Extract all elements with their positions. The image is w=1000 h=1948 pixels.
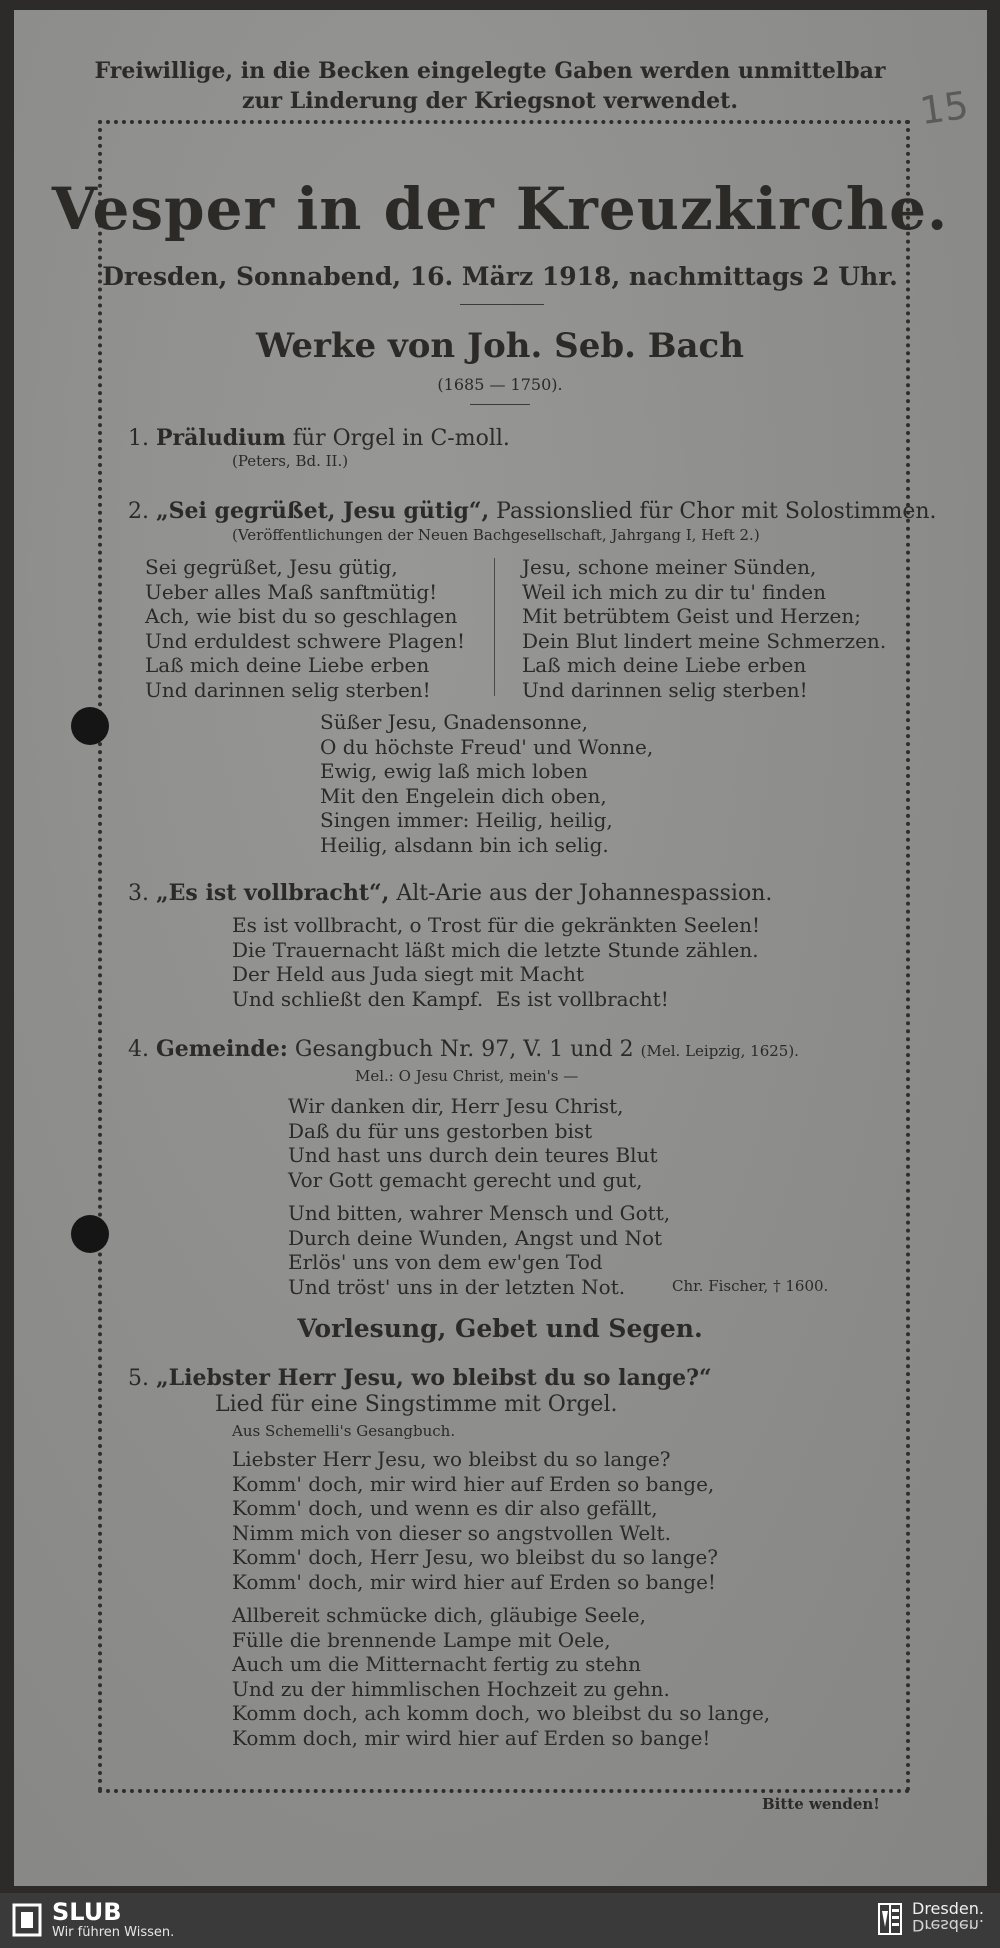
library-tagline: Wir führen Wissen. bbox=[52, 1925, 175, 1940]
city-logo-text[interactable] bbox=[912, 1901, 998, 1933]
page-title: Vesper in der Kreuzkirche. bbox=[51, 175, 949, 243]
dresden-crest-icon bbox=[878, 1903, 902, 1935]
program-item-2 bbox=[128, 498, 937, 524]
item-description: Gesangbuch Nr. 97, V. 1 und 2 bbox=[294, 1037, 634, 1062]
verse-right-column: Jesu, schone meiner Sünden, Weil ich mich zu dir tu' finden Mit betrübtem Geist und Herzen; Dein Blut lindert meine Schmerzen. Laß mich deine Liebe erben Und darinnen selig sterben! bbox=[522, 555, 887, 702]
item-description: Alt-Arie aus der Johannespassion. bbox=[396, 881, 773, 906]
program-item-4 bbox=[128, 1036, 799, 1062]
event-date-line: Dresden, Sonnabend, 16. März 1918, nachmittags 2 Uhr. bbox=[102, 262, 898, 291]
verse-refrain: Süßer Jesu, Gnadensonne, O du höchste Freud' und Wonne, Ewig, ewig laß mich loben Mit den Engelein dich oben, Singen immer: Heilig, heilig, Heilig, alsdann bin ich selig. bbox=[320, 710, 654, 857]
aria-text: Es ist vollbracht, o Trost für die gekränkten Seelen! Die Trauernacht läßt mich die letzte Stunde zählen. Der Held aus Juda siegt mit Macht Und schließt den Kampf. Es ist vollbracht! bbox=[232, 913, 760, 1011]
pencil-annotation: 15 bbox=[917, 82, 972, 134]
turn-page-note: Bitte wenden! bbox=[762, 1795, 880, 1813]
interlude-heading: Vorlesung, Gebet und Segen. bbox=[297, 1314, 703, 1343]
item-source: Aus Schemelli's Gesangbuch. bbox=[232, 1422, 456, 1440]
item-title: „Es ist vollbracht“, bbox=[156, 880, 390, 906]
item-title: Präludium bbox=[156, 425, 286, 451]
divider-rule bbox=[470, 404, 530, 405]
item-source: (Veröffentlichungen der Neuen Bachgesellschaft, Jahrgang I, Heft 2.) bbox=[232, 526, 760, 544]
item-number: 2. bbox=[128, 499, 149, 524]
item-description: Lied für eine Singstimme mit Orgel. bbox=[215, 1392, 618, 1417]
item-description: für Orgel in C-moll. bbox=[292, 426, 510, 451]
item-number: 1. bbox=[128, 426, 149, 451]
works-heading: Werke von Joh. Seb. Bach bbox=[256, 326, 744, 366]
divider-rule bbox=[460, 304, 544, 305]
slub-logo-icon bbox=[12, 1903, 42, 1937]
column-divider bbox=[494, 558, 495, 696]
viewer-footer bbox=[0, 1893, 1000, 1948]
hymn-stanza-2: Und bitten, wahrer Mensch und Gott, Durch deine Wunden, Angst und Not Erlös' uns von dem ew'gen Tod Und tröst' uns in der letzten Not. bbox=[288, 1201, 671, 1299]
item-number: 5. bbox=[128, 1366, 149, 1391]
item-number: 3. bbox=[128, 881, 149, 906]
item-title: „Sei gegrüßet, Jesu gütig“, bbox=[156, 498, 490, 524]
hymn-stanza-1: Wir danken dir, Herr Jesu Christ, Daß du für uns gestorben bist Und hast uns durch dein teures Blut Vor Gott gemacht gerecht und gut, bbox=[288, 1094, 658, 1192]
hymn-author: Chr. Fischer, † 1600. bbox=[672, 1277, 829, 1295]
item-title: Gemeinde: bbox=[156, 1036, 288, 1062]
item-source: (Peters, Bd. II.) bbox=[232, 452, 349, 470]
library-name[interactable]: SLUB bbox=[52, 1898, 122, 1926]
donation-notice-line-2: zur Linderung der Kriegsnot verwendet. bbox=[241, 88, 739, 114]
melody-source: (Mel. Leipzig, 1625). bbox=[640, 1042, 799, 1060]
song-stanza-2: Allbereit schmücke dich, gläubige Seele, Fülle die brennende Lampe mit Oele, Auch um die Mitternacht fertig zu stehn Und zu der himmlischen Hochzeit zu gehn. Komm doch, ach komm doch, wo bleibst du so lange, Komm doch, mir wird hier auf Erden so bange! bbox=[232, 1603, 771, 1750]
program-item-5 bbox=[128, 1365, 712, 1391]
donation-notice-line-1: Freiwillige, in die Becken eingelegte Gaben werden unmittelbar bbox=[94, 58, 886, 84]
composer-dates: (1685 — 1750). bbox=[437, 375, 563, 394]
item-description: Passionslied für Chor mit Solostimmen. bbox=[496, 499, 937, 524]
item-number: 4. bbox=[128, 1037, 149, 1062]
punch-hole bbox=[71, 707, 109, 745]
song-stanza-1: Liebster Herr Jesu, wo bleibst du so lange? Komm' doch, mir wird hier auf Erden so bange, Komm' doch, und wenn es dir also gefällt, Nimm mich von dieser so angstvollen Welt. Komm' doch, Herr Jesu, wo bleibst du so lange? Komm' doch, mir wird hier auf Erden so bange! bbox=[232, 1447, 719, 1594]
program-item-3 bbox=[128, 880, 772, 906]
city-name-mirrored: Dresden. bbox=[912, 1916, 984, 1935]
item-title: „Liebster Herr Jesu, wo bleibst du so lange?“ bbox=[156, 1365, 712, 1391]
donation-notice bbox=[60, 56, 920, 116]
verse-left-column: Sei gegrüßet, Jesu gütig, Ueber alles Maß sanftmütig! Ach, wie bist du so geschlagen Und erduldest schwere Plagen! Laß mich deine Liebe erben Und darinnen selig sterben! bbox=[145, 555, 466, 702]
punch-hole bbox=[71, 1215, 109, 1253]
city-name: Dresden. bbox=[912, 1899, 984, 1918]
melody-note: Mel.: O Jesu Christ, mein's — bbox=[355, 1067, 579, 1085]
program-item-1 bbox=[128, 425, 510, 451]
